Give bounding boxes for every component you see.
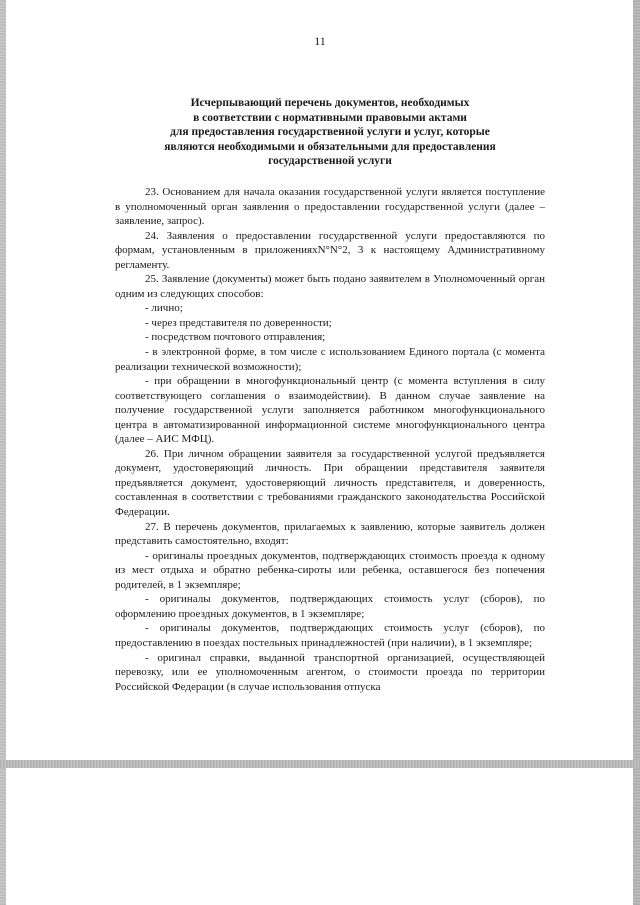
paragraph-24: 24. Заявления о предоставлении государственной услуги предоставляются по формам, установленным в приложенияхN°N°2, 3 к настоящему Административному регламенту. xyxy=(115,229,545,271)
list-item: - в электронной форме, в том числе с использованием Единого портала (с момента реализации технической возможности); xyxy=(115,346,545,373)
document-body xyxy=(115,185,545,694)
heading-line: являются необходимыми и обязательными для предоставления xyxy=(164,140,496,153)
list-item: - лично; xyxy=(145,302,183,315)
list-item: - при обращении в многофункциональный центр (с момента вступления в силу соответствующего соглашения о взаимодействии). В данном случае заявление на получение государственной услуги заполняется работником многофункционального центра в автоматизированной информационной системе многофункционального центра (далее – АИС МФЦ). xyxy=(115,375,545,446)
list-item: - оригиналы проездных документов, подтверждающих стоимость проезда к одному из мест отдыха и обратно ребенка-сироты или ребенка, оставшегося без попечения родителей, в 1 экземпляре; xyxy=(115,549,545,591)
paragraph-23: 23. Основанием для начала оказания государственной услуги является поступление в уполномоченный орган заявления о предоставлении государственной услуги (далее – заявление, запрос). xyxy=(115,186,545,228)
list-item: - через представителя по доверенности; xyxy=(145,316,332,329)
heading-line: для предоставления государственной услуги и услуг, которые xyxy=(170,126,490,139)
heading-line: государственной услуги xyxy=(268,155,392,168)
document-heading xyxy=(120,96,540,169)
list-item: - оригиналы документов, подтверждающих стоимость услуг (сборов), по предоставлению в поездах постельных принадлежностей (при наличии), в 1 экземпляре; xyxy=(115,622,545,649)
paragraph-26: 26. При личном обращении заявителя за государственной услугой предъявляется документ, удостоверяющий личность. При обращении представителя заявителя предъявляется документ, удостоверяющий личность представителя, и доверенность, составленная в соответствии с требованиями гражданского законодательства Российской Федерации. xyxy=(115,447,545,519)
scan-edge-bottom xyxy=(0,760,640,768)
paragraph-27: 27. В перечень документов, прилагаемых к заявлению, которые заявитель должен представить самостоятельно, входят: xyxy=(115,520,545,548)
list-item: - посредством почтового отправления; xyxy=(145,331,326,344)
heading-line: Исчерпывающий перечень документов, необходимых xyxy=(190,97,470,109)
scan-edge-right xyxy=(633,0,640,905)
scan-edge-left xyxy=(0,0,6,905)
paragraph-25: 25. Заявление (документы) может быть подано заявителем в Уполномоченный орган одним из следующих способов: xyxy=(115,273,545,300)
heading-line: в соответствии с нормативными правовыми актами xyxy=(193,111,467,124)
list-item: - оригинал справки, выданной транспортной организацией, осуществляющей перевозку, или ее уполномоченным агентом, о стоимости проезда по территории Российской Федерации (в случае использования отпуска xyxy=(115,651,545,693)
list-item: - оригиналы документов, подтверждающих стоимость услуг (сборов), по оформлению проездных документов, в 1 экземпляре; xyxy=(115,593,545,620)
page-number: 11 xyxy=(314,34,326,48)
